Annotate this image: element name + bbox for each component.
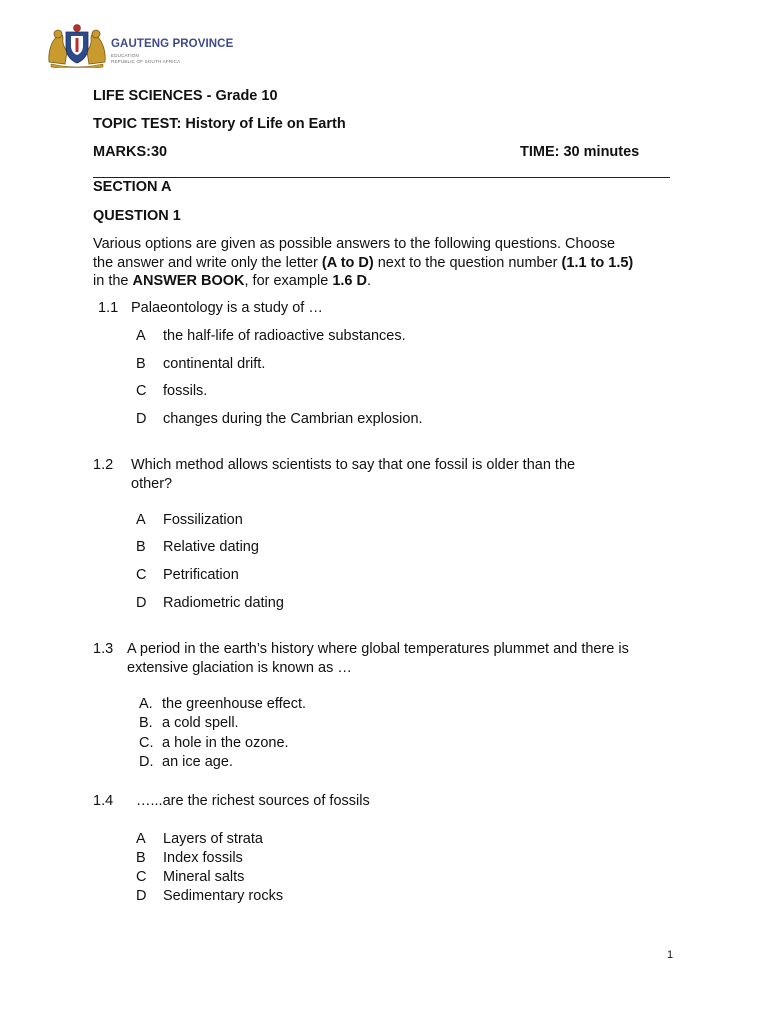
option-text: fossils. <box>163 383 208 399</box>
option-text: Mineral salts <box>163 869 245 885</box>
instructions-line-1: Various options are given as possible answers to the following questions. Choose <box>93 236 616 252</box>
instructions-text: . <box>367 273 372 289</box>
instructions-line-3 <box>93 272 683 291</box>
option-text: Petrification <box>163 567 239 583</box>
coat-of-arms-icon <box>45 22 109 68</box>
option-text: changes during the Cambrian explosion. <box>163 411 423 427</box>
option-text: Radiometric dating <box>163 595 284 611</box>
instructions-text: next to the question number <box>373 254 562 271</box>
option-text: Sedimentary rocks <box>163 888 284 904</box>
question-text: extensive glaciation is known as … <box>127 660 352 676</box>
instructions-paragraph <box>93 235 683 291</box>
instructions-text: , for example <box>244 273 333 289</box>
example-answer: 1.6 D <box>332 273 367 289</box>
country-name: REPUBLIC OF SOUTH AFRICA <box>111 59 181 64</box>
instructions-text: the answer and write only the letter <box>93 254 322 271</box>
option-letter: C <box>136 567 147 583</box>
option-letter: A. <box>139 696 153 712</box>
marks-label: MARKS:30 <box>93 144 168 160</box>
gauteng-province-logo <box>45 22 234 68</box>
option-letter: B <box>136 850 146 866</box>
option-letter: B <box>136 539 146 555</box>
question-text: …...are the richest sources of fossils <box>136 793 370 809</box>
question-text: Which method allows scientists to say that one fossil is older than the <box>131 457 576 473</box>
section-heading: SECTION A <box>93 179 172 195</box>
question-text: other? <box>131 476 173 492</box>
option-text: continental drift. <box>163 356 266 372</box>
option-text: a cold spell. <box>162 715 239 731</box>
option-text: the half-life of radioactive substances. <box>163 328 406 344</box>
subject-heading: LIFE SCIENCES - Grade 10 <box>93 88 278 104</box>
option-text: Fossilization <box>163 512 243 528</box>
province-name: GAUTENG PROVINCE <box>111 38 234 50</box>
option-letter: D <box>136 411 147 427</box>
option-letter: B <box>136 356 146 372</box>
option-letter: C <box>136 869 147 885</box>
option-letter: D <box>136 888 147 904</box>
question-number: 1.4 <box>93 793 114 809</box>
option-text: an ice age. <box>162 754 233 770</box>
option-letter: D <box>136 595 147 611</box>
option-letter: B. <box>139 715 153 731</box>
question-text: Palaeontology is a study of … <box>131 300 323 316</box>
question-range: (1.1 to 1.5) <box>561 254 634 271</box>
header-divider <box>93 177 670 178</box>
question-heading: QUESTION 1 <box>93 208 181 224</box>
option-text: the greenhouse effect. <box>162 696 307 712</box>
answer-book-label: ANSWER BOOK <box>132 273 245 289</box>
option-text: Index fossils <box>163 850 243 866</box>
department-name: EDUCATION <box>111 53 139 58</box>
option-letter: A <box>136 328 146 344</box>
option-letter: C <box>136 383 147 399</box>
time-label: TIME: 30 minutes <box>520 144 640 160</box>
option-text: Layers of strata <box>163 831 263 847</box>
option-text: a hole in the ozone. <box>162 735 289 751</box>
option-letter: A <box>136 512 146 528</box>
question-text: A period in the earth’s history where global temperatures plummet and there is <box>127 641 629 657</box>
instructions-line-2 <box>93 254 683 273</box>
option-text: Relative dating <box>163 539 259 555</box>
option-letter: C. <box>139 735 154 751</box>
topic-heading: TOPIC TEST: History of Life on Earth <box>93 116 346 132</box>
letter-range: (A to D) <box>321 254 374 271</box>
question-number: 1.3 <box>93 641 114 657</box>
question-number: 1.1 <box>98 300 119 316</box>
page-number: 1 <box>667 949 674 961</box>
instructions-text: in the <box>93 273 133 289</box>
question-number: 1.2 <box>93 457 114 473</box>
option-letter: A <box>136 831 146 847</box>
option-letter: D. <box>139 754 154 770</box>
